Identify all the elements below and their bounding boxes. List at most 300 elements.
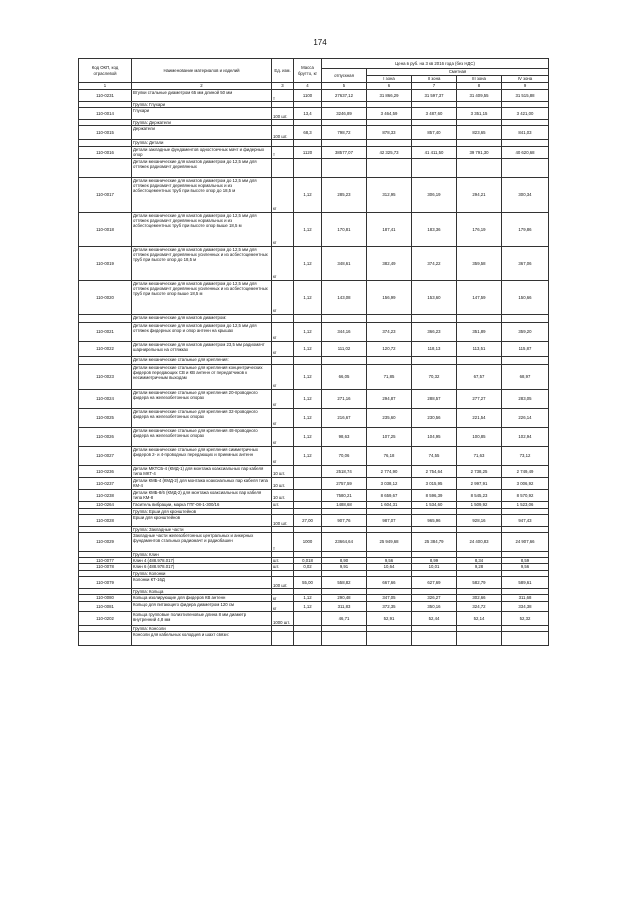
header-name: Наименование материалов и изделий (132, 59, 272, 83)
cell-mass: 1,12 (294, 341, 322, 356)
cell-mass: 1,12 (294, 427, 322, 446)
cell-name: Детали механические для канатов диаметром до 12,5 мм для оттяжек фидерных опор и опор антенн на крышах (132, 322, 272, 341)
cell-name: Детали механические для канатов диаметром до 12,5 мм для оттяжек радиомачт деревянных усиленных и из асбестоцементных труб при высоте опор выше 18,5 м (132, 280, 272, 314)
cell-mass: 27,00 (294, 514, 322, 526)
cell-zone1: 374,23 (367, 322, 412, 341)
cell-zone3: 39 791,30 (457, 146, 502, 158)
header-unit: Ед. изм. (272, 59, 294, 83)
cell-zone4: 3 006,92 (502, 477, 549, 489)
cell-unit (272, 356, 294, 364)
cell-zone2 (412, 356, 457, 364)
cell-mass (294, 477, 322, 489)
cell-code: 110-0202 (79, 612, 132, 626)
cell-zone1: 347,05 (367, 595, 412, 602)
cell-release-price: 27637,12 (322, 90, 367, 102)
group-label: Группа: Держатели (132, 120, 272, 126)
cell-code: 110-0077 (79, 558, 132, 564)
cell-code (79, 314, 132, 322)
cell-mass: 1,12 (294, 177, 322, 212)
cell-zone4: 2 749,49 (502, 465, 549, 477)
cell-name: Детали КМБ-8/6 (КМД-2) для монтажа коаксиальных пар кабеля типа КМ-8 (132, 489, 272, 501)
cell-zone2: 74,55 (412, 446, 457, 465)
column-index: 6 (367, 83, 412, 90)
cell-zone1: 187,41 (367, 212, 412, 246)
cell-zone1: 25 949,68 (367, 533, 412, 552)
table-row (79, 314, 549, 322)
table-row (79, 177, 549, 212)
table-row (79, 446, 549, 465)
cell-zone4: 40 620,68 (502, 146, 549, 158)
cell-release-price: 907,76 (322, 514, 367, 526)
cell-unit (272, 632, 294, 646)
cell-mass (294, 158, 322, 177)
cell-zone2: 306,19 (412, 177, 457, 212)
cell-unit: т (272, 533, 294, 552)
cell-zone3: 71,63 (457, 446, 502, 465)
cell-zone4: 68,97 (502, 364, 549, 389)
cell-mass (294, 314, 322, 322)
cell-name: Детали механические для канатов диаметром 23,5 мм радиомачт шарнирельных на оттяжках (132, 341, 272, 356)
table-row (79, 477, 549, 489)
group-label: Группа: Закладные части (132, 526, 272, 532)
cell-name: Кольца групповые полиэтиленовые длина 8 мм диаметр внутренний 4,8 мм (132, 612, 272, 626)
cell-zone1 (367, 632, 412, 646)
cell-zone4: 8,59 (502, 558, 549, 564)
cell-unit: шт. (272, 564, 294, 570)
cell-zone1 (367, 314, 412, 322)
header-mass: Масса брутто, кг (294, 59, 322, 83)
cell-zone1: 52,91 (367, 612, 412, 626)
cell-release-price: 38577,07 (322, 146, 367, 158)
cell-zone4: 3 421,00 (502, 108, 549, 120)
cell-zone3: 147,59 (457, 280, 502, 314)
cell-zone4: 24 907,66 (502, 533, 549, 552)
price-table (78, 58, 549, 646)
cell-zone2: 350,16 (412, 602, 457, 612)
cell-unit: 100 шт. (272, 576, 294, 588)
cell-name: Втулки стальные диаметром 65 мм длиной 50 мм (132, 90, 272, 102)
cell-release-price (322, 314, 367, 322)
table-row (79, 90, 549, 102)
cell-zone3: 928,16 (457, 514, 502, 526)
cell-zone3: 31 409,55 (457, 90, 502, 102)
cell-mass: 1,12 (294, 602, 322, 612)
cell-mass: 1,12 (294, 408, 322, 427)
table-row (79, 146, 549, 158)
cell-zone3: 294,21 (457, 177, 502, 212)
cell-zone3: 100,85 (457, 427, 502, 446)
cell-name: Держатели (132, 126, 272, 140)
cell-release-price: 170,81 (322, 212, 367, 246)
cell-mass: 68,3 (294, 126, 322, 140)
header-price-title: Цена в руб. на 3 кв 2016 года (без НДС) (322, 59, 549, 69)
cell-name: Детали механические для канатов диаметром: (132, 314, 272, 322)
table-row (79, 126, 549, 140)
cell-mass: 1100 (294, 90, 322, 102)
cell-release-price: 271,16 (322, 389, 367, 408)
cell-zone2: 230,56 (412, 408, 457, 427)
table-row (79, 356, 549, 364)
cell-release-price: 111,02 (322, 341, 367, 356)
cell-zone3: 9,28 (457, 564, 502, 570)
cell-zone3: 24 400,83 (457, 533, 502, 552)
cell-zone1: 71,85 (367, 364, 412, 389)
cell-unit: кг (272, 446, 294, 465)
cell-zone4 (502, 356, 549, 364)
table-row (79, 465, 549, 477)
cell-zone2: 965,96 (412, 514, 457, 526)
cell-zone4: 8 570,92 (502, 489, 549, 501)
cell-zone4: 9,56 (502, 564, 549, 570)
cell-zone2: 31 597,37 (412, 90, 457, 102)
table-row (79, 533, 549, 552)
cell-release-price (322, 632, 367, 646)
cell-zone2: 25 384,79 (412, 533, 457, 552)
cell-zone1: 156,99 (367, 280, 412, 314)
table-row (79, 389, 549, 408)
cell-code: 110-0017 (79, 177, 132, 212)
cell-unit: 1000 шт. (272, 612, 294, 626)
cell-zone2: 104,95 (412, 427, 457, 446)
table-row (79, 427, 549, 446)
cell-zone2: 374,22 (412, 246, 457, 280)
cell-zone2: 2 754,64 (412, 465, 457, 477)
cell-zone1: 667,66 (367, 576, 412, 588)
group-label: Группа: Ерши для кронштейнов (132, 508, 272, 514)
cell-name: Закладные части железобетонных центральных и анкерных фундаментов стальных радиомачт и радиобашен (132, 533, 272, 552)
cell-unit (272, 158, 294, 177)
column-index: 4 (294, 83, 322, 90)
cell-release-price: 1488,68 (322, 501, 367, 508)
table-row (79, 602, 549, 612)
cell-zone3 (457, 356, 502, 364)
cell-mass (294, 501, 322, 508)
header-release: отпускная (322, 69, 367, 83)
cell-name: Детали механические стальные для крепления 48-проводного фидера на железобетонных опорах (132, 427, 272, 446)
cell-zone3: 302,66 (457, 595, 502, 602)
cell-release-price: 3246,89 (322, 108, 367, 120)
cell-release-price (322, 356, 367, 364)
cell-code (79, 158, 132, 177)
cell-zone2: 8,99 (412, 558, 457, 564)
cell-unit: шт. (272, 558, 294, 564)
cell-zone4: 115,87 (502, 341, 549, 356)
cell-code: 110-0014 (79, 108, 132, 120)
header-zone2: II зона (412, 76, 457, 83)
cell-name: Детали закладные фундаментов одностоечных мачт и фидерных опор (132, 146, 272, 158)
cell-release-price: 2518,74 (322, 465, 367, 477)
cell-zone1: 2 774,90 (367, 465, 412, 477)
table-row (79, 576, 549, 588)
cell-zone2: 70,32 (412, 364, 457, 389)
cell-release-price: 23664,64 (322, 533, 367, 552)
cell-zone2: 52,44 (412, 612, 457, 626)
table-row (79, 612, 549, 626)
cell-name: Детали МКТСБ-4 (КМД-1) для монтажа коаксиальных пар кабеля типа МКТ-4 (132, 465, 272, 477)
cell-mass: 1,12 (294, 595, 322, 602)
cell-zone2 (412, 632, 457, 646)
cell-mass: 1,12 (294, 364, 322, 389)
cell-mass: 1,12 (294, 212, 322, 246)
cell-name: Гаситель вибрации, марка ГПГ-08-1-300/16 (132, 501, 272, 508)
cell-release-price: 66,05 (322, 364, 367, 389)
cell-zone1: 120,72 (367, 341, 412, 356)
cell-zone4: 311,68 (502, 595, 549, 602)
cell-release-price: 216,67 (322, 408, 367, 427)
cell-unit: кг (272, 602, 294, 612)
cell-unit: кг (272, 177, 294, 212)
cell-zone2: 183,36 (412, 212, 457, 246)
cell-code: 110-0264 (79, 501, 132, 508)
cell-code: 110-0236 (79, 465, 132, 477)
cell-mass (294, 632, 322, 646)
cell-zone3: 8 545,23 (457, 489, 502, 501)
cell-zone1: 312,95 (367, 177, 412, 212)
cell-zone1: 294,87 (367, 389, 412, 408)
cell-zone4: 52,32 (502, 612, 549, 626)
cell-zone2: 857,40 (412, 126, 457, 140)
cell-code (79, 356, 132, 364)
cell-name: Консоли для кабельных колодцев и шахт связи: (132, 632, 272, 646)
cell-unit: кг (272, 280, 294, 314)
cell-name: Детали механические стальные для крепления 32-проводного фидера на железобетонных опорах (132, 408, 272, 427)
header-zone1: I зона (367, 76, 412, 83)
group-label: Группа: Кольца (132, 588, 272, 594)
cell-zone2: 1 534,60 (412, 501, 457, 508)
cell-code: 110-0081 (79, 602, 132, 612)
cell-release-price: 311,83 (322, 602, 367, 612)
column-index: 5 (322, 83, 367, 90)
cell-zone1: 235,60 (367, 408, 412, 427)
cell-name: Детали механические для канатов диаметром до 12,5 мм для оттяжек радиомачт деревянных нормальных и из асбестоцементных труб при высоте опор до 18,5 м (132, 177, 272, 212)
column-index: 3 (272, 83, 294, 90)
cell-zone4: 300,34 (502, 177, 549, 212)
cell-zone3: 823,65 (457, 126, 502, 140)
cell-code: 110-0018 (79, 212, 132, 246)
cell-code: 110-0021 (79, 322, 132, 341)
cell-zone2: 8 596,39 (412, 489, 457, 501)
cell-zone3: 113,51 (457, 341, 502, 356)
cell-zone3 (457, 314, 502, 322)
cell-zone2: 326,27 (412, 595, 457, 602)
cell-unit: кг (272, 427, 294, 446)
cell-name: Детали механические для канатов диаметром до 12,5 мм для оттяжек радиомачт деревянных (132, 158, 272, 177)
table-row (79, 632, 549, 646)
cell-unit: кг (272, 341, 294, 356)
table-row (79, 501, 549, 508)
cell-zone4: 841,03 (502, 126, 549, 140)
table-row (79, 595, 549, 602)
group-label: Группа: Консоли (132, 626, 272, 632)
cell-code: 110-0026 (79, 427, 132, 446)
cell-release-price: 798,72 (322, 126, 367, 140)
cell-unit: 100 шт. (272, 126, 294, 140)
cell-zone4 (502, 314, 549, 322)
table-row (79, 246, 549, 280)
column-index: 7 (412, 83, 457, 90)
cell-zone2: 41 411,50 (412, 146, 457, 158)
cell-zone2: 10,01 (412, 564, 457, 570)
cell-release-price: 9,91 (322, 564, 367, 570)
table-row (79, 408, 549, 427)
cell-zone3: 277,27 (457, 389, 502, 408)
cell-zone4: 31 515,88 (502, 90, 549, 102)
cell-release-price: 143,08 (322, 280, 367, 314)
cell-name: Глухари (132, 108, 272, 120)
table-row (79, 280, 549, 314)
cell-name: Колонки КТ-16Д (132, 576, 272, 588)
cell-mass: 1,12 (294, 280, 322, 314)
cell-code: 110-0078 (79, 564, 132, 570)
cell-code: 110-0028 (79, 514, 132, 526)
cell-zone2: 153,60 (412, 280, 457, 314)
cell-mass: 1120 (294, 146, 322, 158)
cell-mass: 1,12 (294, 389, 322, 408)
header-estimate: Сметная (367, 69, 549, 76)
cell-name: Кольца изолирующие для фидеров КВ антенн (132, 595, 272, 602)
cell-release-price: 348,61 (322, 246, 367, 280)
cell-zone4: 947,43 (502, 514, 549, 526)
cell-zone2: 366,23 (412, 322, 457, 341)
cell-zone3 (457, 158, 502, 177)
cell-zone3: 2 997,91 (457, 477, 502, 489)
cell-unit: т (272, 146, 294, 158)
cell-code: 110-0025 (79, 408, 132, 427)
cell-zone3: 1 509,92 (457, 501, 502, 508)
cell-zone1: 8 659,67 (367, 489, 412, 501)
cell-zone1: 372,35 (367, 602, 412, 612)
column-index: 9 (502, 83, 549, 90)
header-code: Код ОКП, код отраслевой (79, 59, 132, 83)
table-row (79, 514, 549, 526)
cell-zone3: 2 738,25 (457, 465, 502, 477)
cell-zone4: 102,94 (502, 427, 549, 446)
cell-zone3: 324,72 (457, 602, 502, 612)
cell-name: Кольцо для питающего фидера диаметром 120 см (132, 602, 272, 612)
cell-unit: 10 шт. (272, 489, 294, 501)
cell-zone4: 1 523,06 (502, 501, 549, 508)
cell-mass (294, 356, 322, 364)
group-label: Группа: Глухари (132, 102, 272, 108)
cell-unit: кг (272, 595, 294, 602)
cell-release-price: 285,23 (322, 177, 367, 212)
column-index: 8 (457, 83, 502, 90)
cell-zone4 (502, 632, 549, 646)
cell-zone4: 359,20 (502, 322, 549, 341)
cell-mass: 1,12 (294, 322, 322, 341)
cell-mass: 55,00 (294, 576, 322, 588)
cell-unit: т (272, 90, 294, 102)
cell-unit: 100 шт. (272, 514, 294, 526)
cell-zone3: 221,54 (457, 408, 502, 427)
cell-code (79, 632, 132, 646)
cell-mass: 1,12 (294, 246, 322, 280)
table-row (79, 341, 549, 356)
table-row (79, 108, 549, 120)
cell-release-price: 7580,21 (322, 489, 367, 501)
cell-zone4: 334,38 (502, 602, 549, 612)
cell-name: Детали механические стальные для крепления концентрических фидеров передающих СВ и КВ антенн от передатчиков к несимметричным выходам (132, 364, 272, 389)
cell-zone2: 627,69 (412, 576, 457, 588)
cell-zone1: 107,25 (367, 427, 412, 446)
cell-mass: 13,4 (294, 108, 322, 120)
cell-zone1 (367, 158, 412, 177)
cell-zone2 (412, 158, 457, 177)
cell-code: 110-0019 (79, 246, 132, 280)
cell-unit: кг (272, 364, 294, 389)
cell-code: 110-0079 (79, 576, 132, 588)
cell-name: Детали механические стальные для крепления симметричных фидеров 2- и 4-проводных передающих и приемных антенн (132, 446, 272, 465)
group-label: Группа: Детали (132, 140, 272, 146)
cell-zone4: 150,66 (502, 280, 549, 314)
cell-zone1: 878,33 (367, 126, 412, 140)
cell-release-price: 2757,59 (322, 477, 367, 489)
cell-zone3: 351,89 (457, 322, 502, 341)
cell-zone3: 67,57 (457, 364, 502, 389)
cell-name: Детали механические стальные для крепления 20-проводного фидера на железобетонных опорах (132, 389, 272, 408)
cell-code: 110-0238 (79, 489, 132, 501)
group-label: Группа: Клин (132, 552, 272, 558)
column-index: 2 (132, 83, 272, 90)
table-row (79, 364, 549, 389)
cell-unit: шт. (272, 501, 294, 508)
cell-release-price: 98,63 (322, 427, 367, 446)
cell-unit (272, 314, 294, 322)
cell-unit: кг (272, 322, 294, 341)
cell-release-price: 70,06 (322, 446, 367, 465)
cell-zone2: 3 487,60 (412, 108, 457, 120)
column-index: 1 (79, 83, 132, 90)
cell-code: 110-0029 (79, 533, 132, 552)
cell-zone3: 3 351,15 (457, 108, 502, 120)
cell-zone1: 31 866,29 (367, 90, 412, 102)
cell-release-price: 46,71 (322, 612, 367, 626)
cell-zone2: 3 015,95 (412, 477, 457, 489)
cell-name: Детали КМБ-4 (КМД-2) для монтажа коаксиальных пар кабеля типа КМ-4 (132, 477, 272, 489)
cell-zone4: 73,12 (502, 446, 549, 465)
cell-unit: кг (272, 408, 294, 427)
cell-zone4 (502, 158, 549, 177)
cell-zone1: 987,07 (367, 514, 412, 526)
cell-mass (294, 465, 322, 477)
cell-zone4: 283,05 (502, 389, 549, 408)
cell-name: Клин 6 (488.978.017) (132, 564, 272, 570)
cell-zone1: 42 325,73 (367, 146, 412, 158)
cell-unit: 10 шт. (272, 477, 294, 489)
cell-code: 110-0080 (79, 595, 132, 602)
cell-name: Клин 4 (488.978.017) (132, 558, 272, 564)
cell-mass: 0,02 (294, 564, 322, 570)
cell-code: 110-0231 (79, 90, 132, 102)
cell-zone4: 179,86 (502, 212, 549, 246)
cell-mass: 1,12 (294, 446, 322, 465)
cell-mass: 1000 (294, 533, 322, 552)
cell-unit: кг (272, 212, 294, 246)
cell-code: 110-0027 (79, 446, 132, 465)
cell-zone4: 226,14 (502, 408, 549, 427)
cell-zone4: 367,06 (502, 246, 549, 280)
cell-zone3: 359,58 (457, 246, 502, 280)
cell-release-price: 290,48 (322, 595, 367, 602)
cell-zone2: 118,13 (412, 341, 457, 356)
cell-zone2: 288,57 (412, 389, 457, 408)
cell-code: 110-0020 (79, 280, 132, 314)
cell-zone4: 589,61 (502, 576, 549, 588)
cell-name: Ерши для кронштейнов (132, 514, 272, 526)
cell-mass: 0,018 (294, 558, 322, 564)
table-row (79, 158, 549, 177)
cell-unit: 10 шт. (272, 465, 294, 477)
